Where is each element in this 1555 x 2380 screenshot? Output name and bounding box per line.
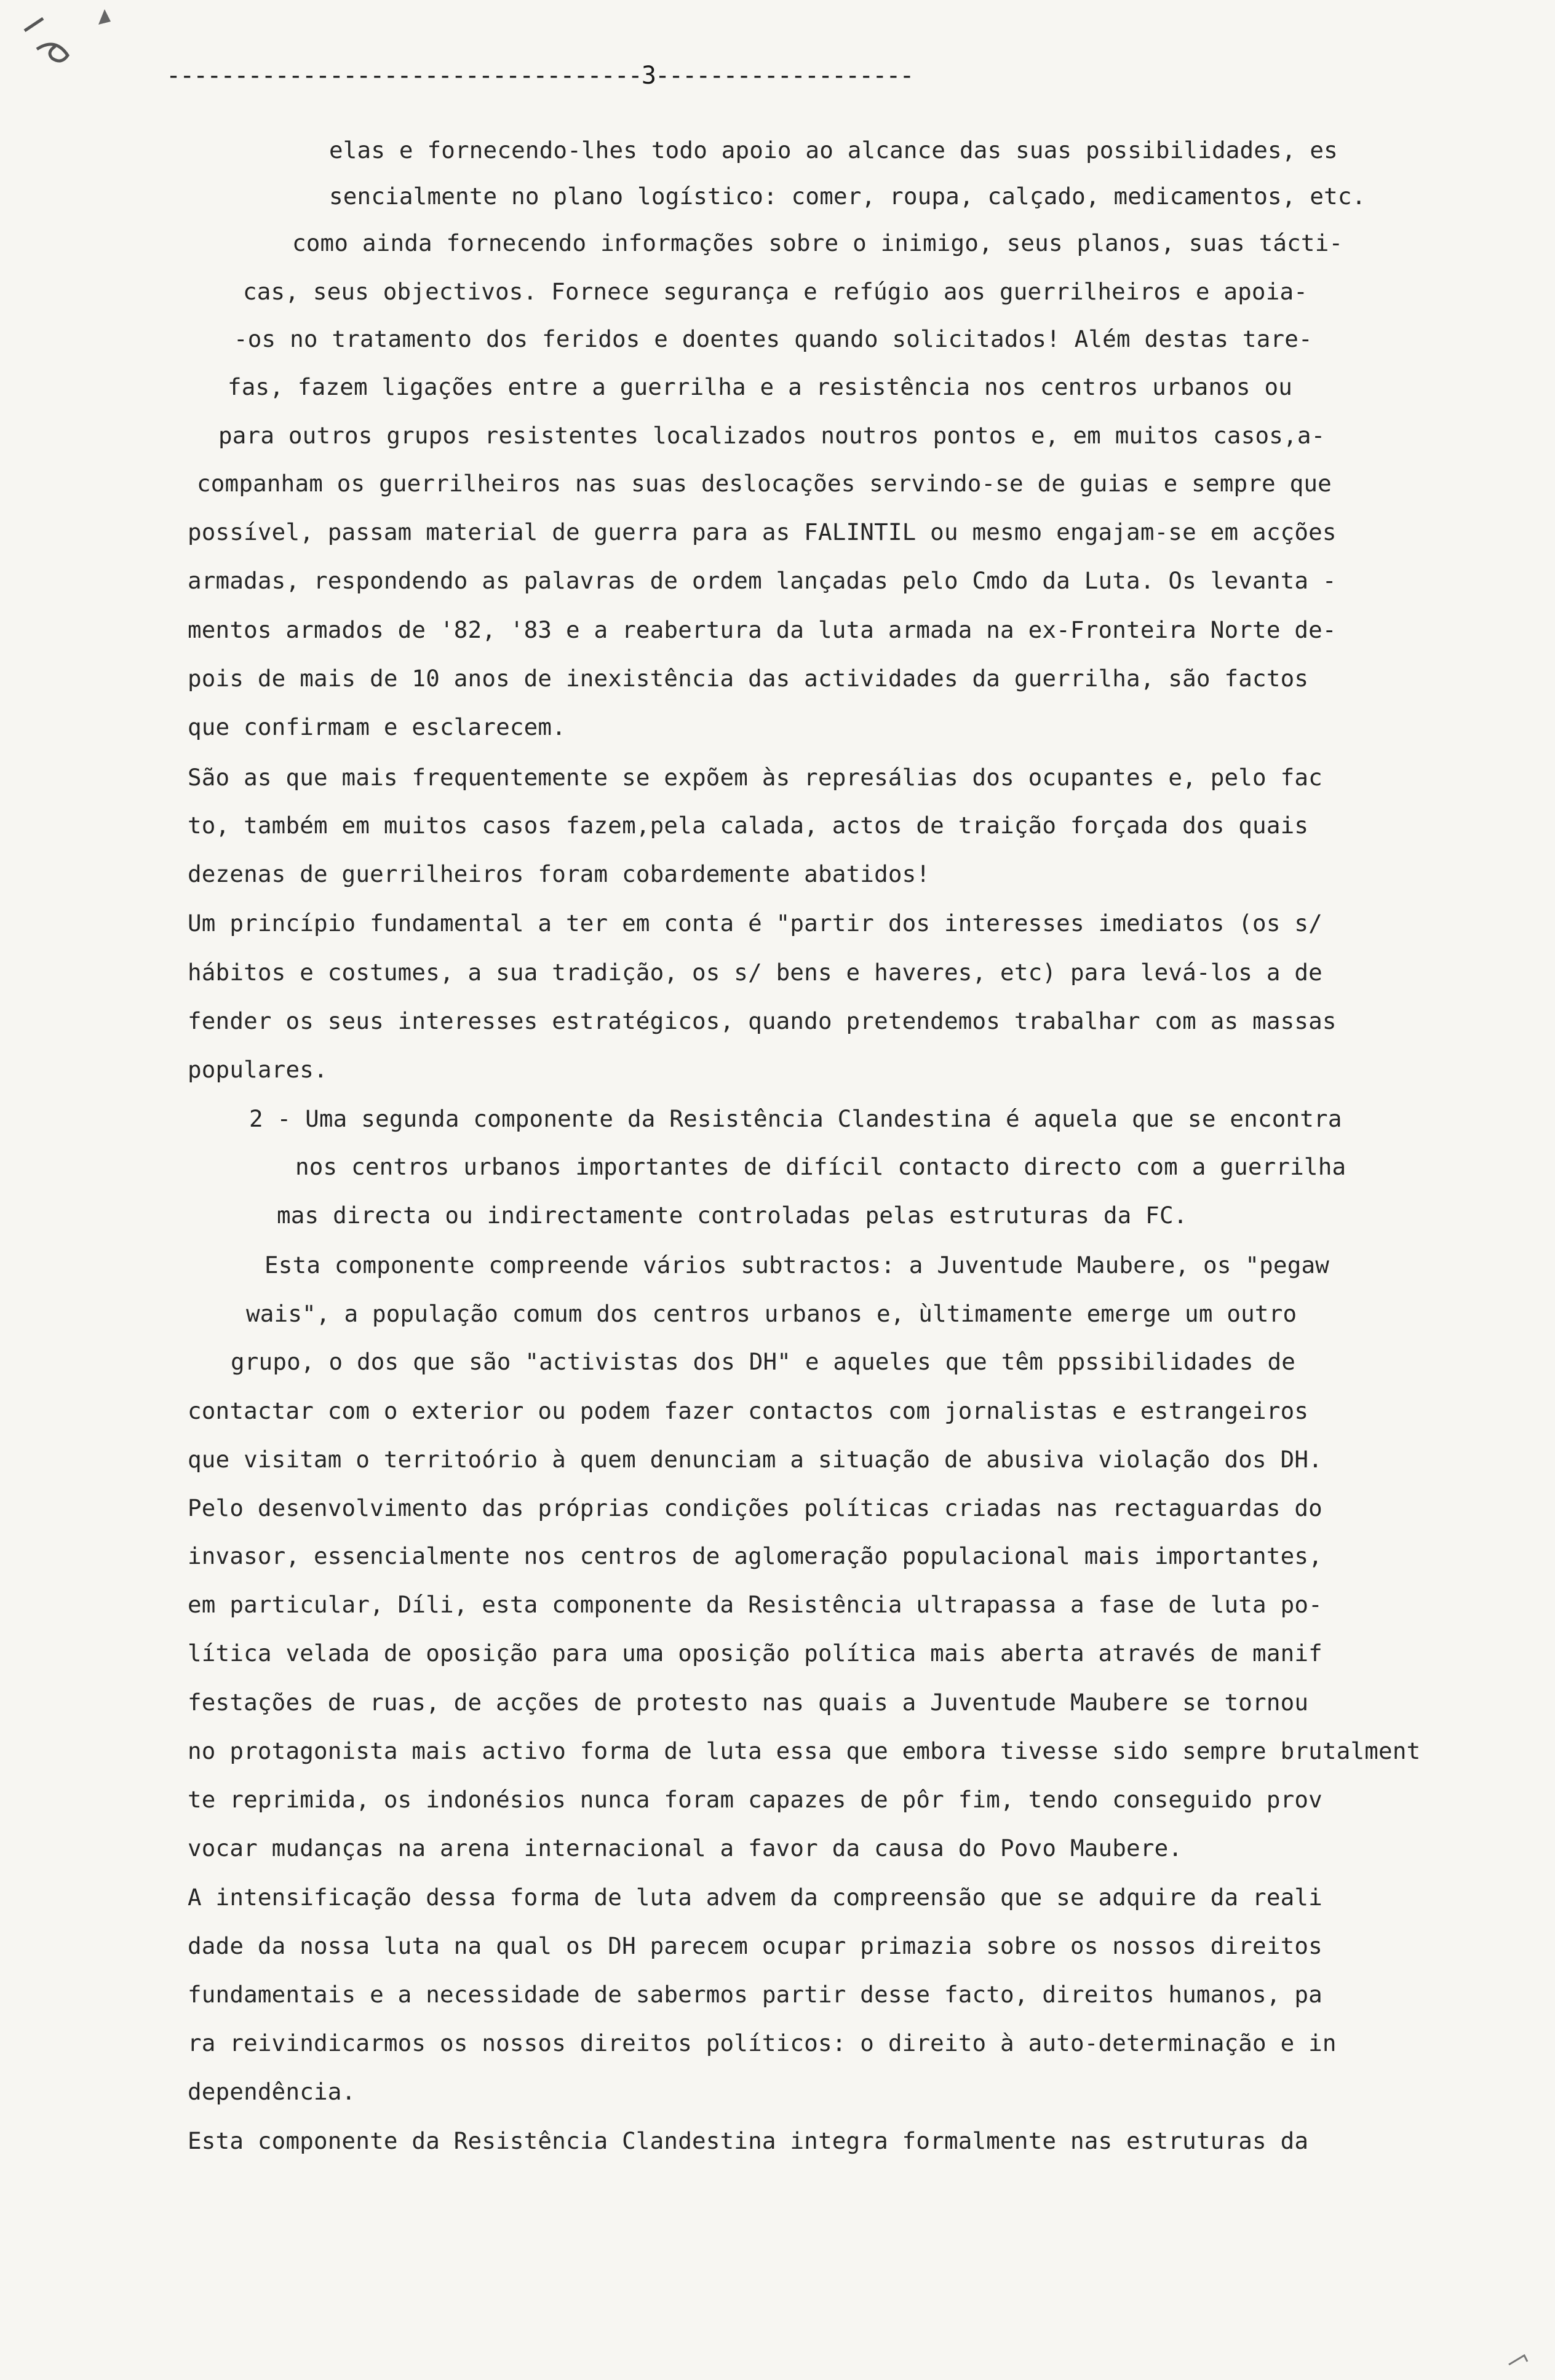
text-line: 2 - Uma segunda componente da Resistência Clandestina é aquela que se encontra: [249, 1105, 1342, 1132]
text-line: possível, passam material de guerra para as FALINTIL ou mesmo engajam-se em acções: [188, 518, 1337, 545]
text-line: hábitos e costumes, a sua tradição, os s/ bens e haveres, etc) para levá-los a de: [188, 959, 1322, 986]
text-line: dezenas de guerrilheiros foram cobardemente abatidos!: [188, 860, 931, 887]
text-line: nos centros urbanos importantes de difícil contacto directo com a guerrilha: [295, 1153, 1346, 1180]
text-line: te reprimida, os indonésios nunca foram capazes de pôr fim, tendo conseguido prov: [188, 1786, 1322, 1813]
text-line: sencialmente no plano logístico: comer, roupa, calçado, medicamentos, etc.: [329, 183, 1366, 210]
text-line: que confirmam e esclarecem.: [188, 713, 566, 740]
scan-artifact-icon: [1506, 2343, 1530, 2368]
text-line: Pelo desenvolvimento das próprias condições políticas criadas nas rectaguardas do: [188, 1494, 1322, 1521]
text-line: no protagonista mais activo forma de luta essa que embora tivesse sido sempre brutalment: [188, 1737, 1421, 1764]
text-line: que visitam o territoório à quem denunciam a situação de abusiva violação dos DH.: [188, 1446, 1322, 1473]
text-line: contactar com o exterior ou podem fazer contactos com jornalistas e estrangeiros: [188, 1397, 1309, 1424]
text-line: fundamentais e a necessidade de sabermos partir desse facto, direitos humanos, pa: [188, 1981, 1322, 2008]
text-line: populares.: [188, 1056, 328, 1083]
text-line: São as que mais frequentemente se expõem às represálias dos ocupantes e, pelo fac: [188, 764, 1322, 791]
text-line: Um princípio fundamental a ter em conta é "partir dos interesses imediatos (os s/: [188, 910, 1322, 937]
text-line: wais", a população comum dos centros urbanos e, ùltimamente emerge um outro: [246, 1300, 1297, 1327]
page-number-header: -----------------------------------3-------------------: [166, 61, 913, 90]
text-line: -os no tratamento dos feridos e doentes quando solicitados! Além destas tare-: [234, 325, 1313, 352]
text-line: elas e fornecendo-lhes todo apoio ao alcance das suas possibilidades, es: [329, 137, 1338, 164]
text-line: Esta componente da Resistência Clandestina integra formalmente nas estruturas da: [188, 2127, 1309, 2154]
text-line: armadas, respondendo as palavras de ordem lançadas pelo Cmdo da Luta. Os levanta -: [188, 567, 1337, 594]
text-line: em particular, Díli, esta componente da Resistência ultrapassa a fase de luta po-: [188, 1591, 1322, 1618]
text-line: A intensificação dessa forma de luta advem da compreensão que se adquire da reali: [188, 1884, 1322, 1911]
text-line: dade da nossa luta na qual os DH parecem ocupar primazia sobre os nossos direitos: [188, 1932, 1322, 1959]
text-line: Esta componente compreende vários subtractos: a Juventude Maubere, os "pegaw: [264, 1251, 1330, 1279]
text-line: como ainda fornecendo informações sobre o inimigo, seus planos, suas tácti-: [292, 229, 1343, 256]
text-line: companham os guerrilheiros nas suas deslocações servindo-se de guias e sempre que: [197, 470, 1332, 497]
punch-hole-mark-icon: [18, 6, 111, 74]
text-line: dependência.: [188, 2078, 356, 2105]
text-line: lítica velada de oposição para uma oposição política mais aberta através de manif: [188, 1640, 1322, 1667]
text-line: fas, fazem ligações entre a guerrilha e a resistência nos centros urbanos ou: [228, 373, 1293, 400]
text-line: pois de mais de 10 anos de inexistência das actividades da guerrilha, são factos: [188, 665, 1309, 692]
text-line: fender os seus interesses estratégicos, quando pretendemos trabalhar com as massas: [188, 1007, 1337, 1034]
text-line: mentos armados de '82, '83 e a reabertura da luta armada na ex-Fronteira Norte de-: [188, 616, 1337, 643]
text-line: festações de ruas, de acções de protesto nas quais a Juventude Maubere se tornou: [188, 1689, 1309, 1716]
text-line: grupo, o dos que são "activistas dos DH" e aqueles que têm ppssibilidades de: [231, 1348, 1296, 1375]
text-line: para outros grupos resistentes localizados noutros pontos e, em muitos casos,a-: [218, 422, 1326, 449]
text-line: ra reivindicarmos os nossos direitos políticos: o direito à auto-determinação e in: [188, 2029, 1337, 2057]
text-line: invasor, essencialmente nos centros de aglomeração populacional mais importantes,: [188, 1542, 1322, 1569]
text-line: cas, seus objectivos. Fornece segurança e refúgio aos guerrilheiros e apoia-: [243, 278, 1308, 305]
text-line: mas directa ou indirectamente controladas pelas estruturas da FC.: [277, 1202, 1188, 1229]
text-line: to, também em muitos casos fazem,pela calada, actos de traição forçada dos quais: [188, 812, 1309, 839]
text-line: vocar mudanças na arena internacional a favor da causa do Povo Maubere.: [188, 1835, 1183, 1862]
